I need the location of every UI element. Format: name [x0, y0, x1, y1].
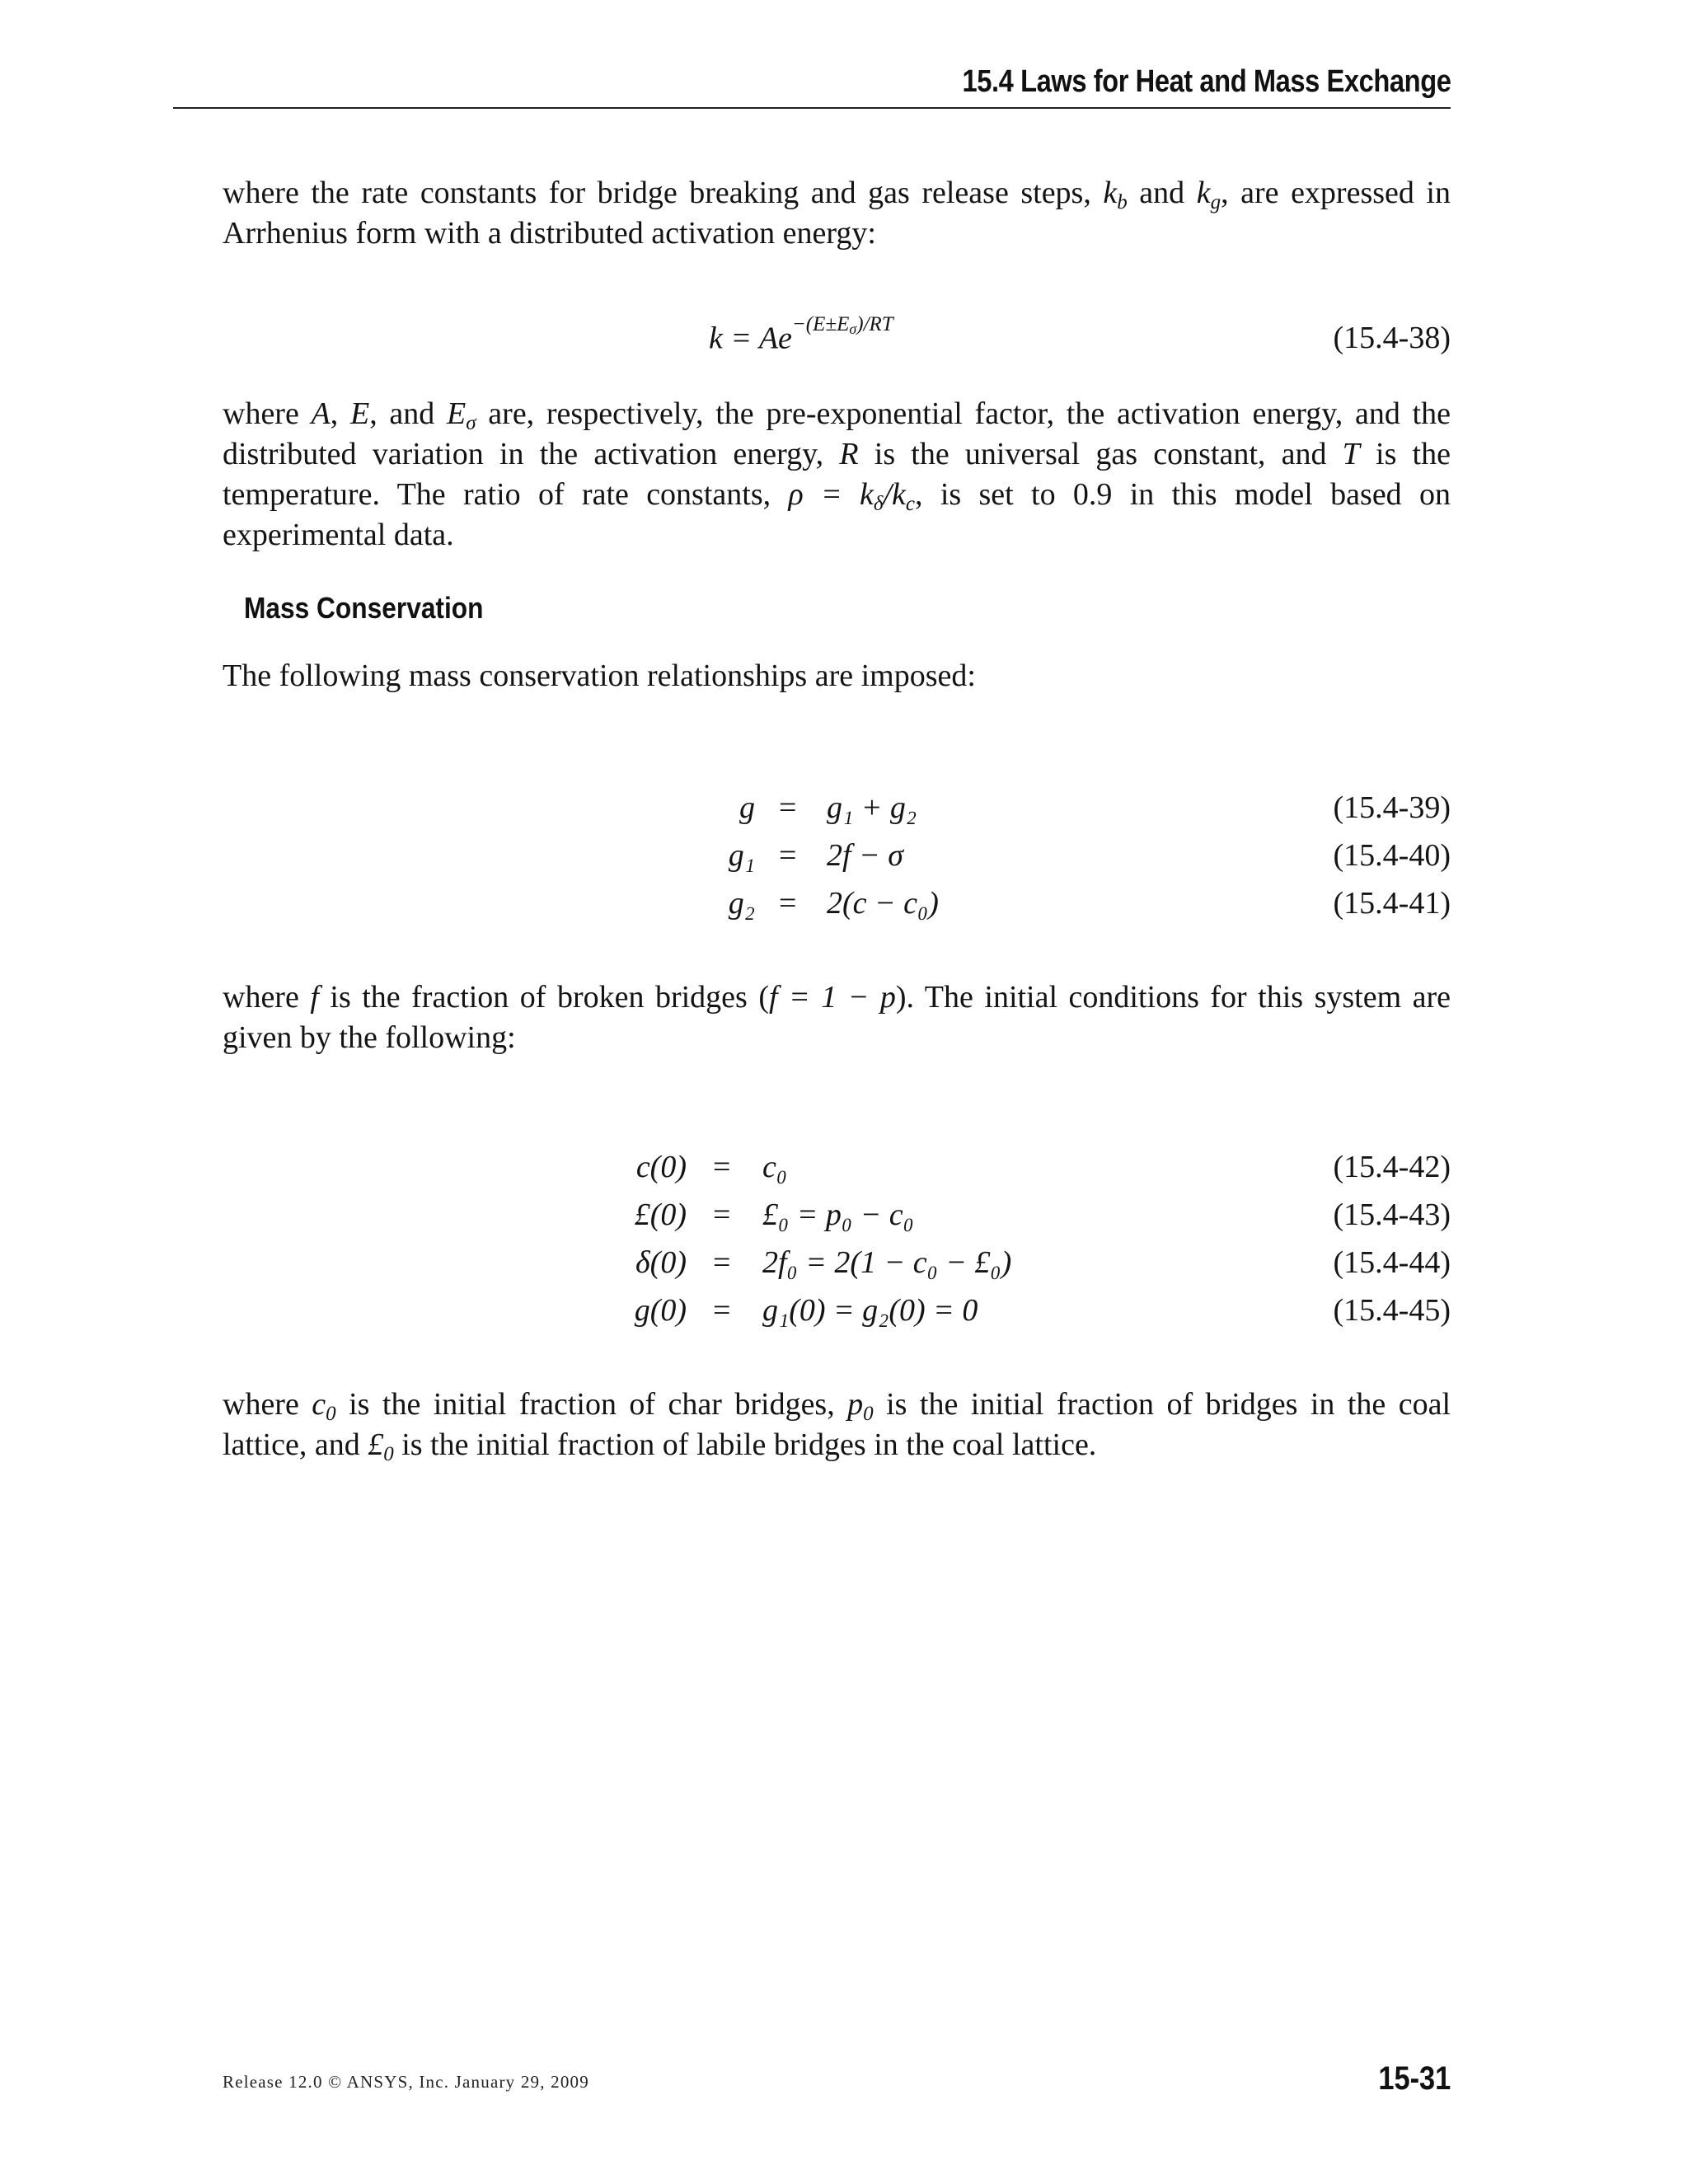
paragraph-parameters: where A, E, and $E_\sigma$ are, respectively, the pre-exponential factor, the activation energy, and the distributed variation in the activation energy, R is the universal gas constant, and T is the temperature. The ratio of rate constants, $\rho = k_\delta/k_c$, is set to 0.9 in this model based on experimental data. — [223, 396, 1451, 552]
equation-row: £(0) = £₀ = p₀ − c₀ (15.4-43) — [634, 1197, 1451, 1232]
equation-number: (15.4-41) — [1333, 886, 1451, 921]
footer-release-info: Release 12.0 © ANSYS, Inc. January 29, 2009 — [223, 2072, 589, 2092]
equation-number: (15.4-40) — [1333, 838, 1451, 873]
equation-number: (15.4-44) — [1333, 1245, 1451, 1280]
header-divider — [173, 107, 1451, 109]
equation-row: g(0) = g₁(0) = g₂(0) = 0 (15.4-45) — [634, 1293, 1451, 1328]
page-number: 15-31 — [1378, 2060, 1451, 2097]
paragraph-rate-constants: where the rate constants for bridge breaking and gas release steps, $k_b$ and $k_g$, are expressed in Arrhenius form with a distributed activation energy: — [223, 176, 1451, 251]
math-kb: $k_b$ — [1103, 176, 1128, 213]
equation-row: g₁ = 2f − σ (15.4-40) — [728, 838, 1451, 873]
equation-row: c(0) = c₀ (15.4-42) — [635, 1150, 1451, 1184]
equation-number: (15.4-42) — [1333, 1150, 1451, 1184]
paragraph-mass-conservation-intro: The following mass conservation relationships are imposed: — [223, 658, 976, 693]
equation-number: (15.4-43) — [1333, 1197, 1451, 1232]
math-kg: $k_g$ — [1196, 176, 1221, 213]
equation-row: g = g₁ + g₂ (15.4-39) — [739, 790, 1451, 825]
paragraph-initial-fractions: where $c_0$ is the initial fraction of char bridges, $p_0$ is the initial fraction of bridges in the coal lattice, and $£_0$ is the initial fraction of labile bridges in the coal lattice. — [223, 1387, 1451, 1465]
running-header-title: 15.4 Laws for Heat and Mass Exchange — [962, 64, 1451, 99]
equation-arrhenius: $k = Ae^{-(E\pm E_\sigma)/RT}$ — [709, 313, 893, 356]
equation-row: g₂ = 2(c − c₀) (15.4-41) — [728, 886, 1451, 921]
equation-number: (15.4-38) — [1333, 321, 1451, 355]
equation-exponent: −(E±Eσ)/RT — [791, 313, 893, 337]
equation-number: (15.4-39) — [1333, 790, 1451, 825]
equation-number: (15.4-45) — [1333, 1293, 1451, 1328]
section-heading: Mass Conservation — [244, 591, 484, 625]
equation-row: δ(0) = 2f₀ = 2(1 − c₀ − £₀) (15.4-44) — [635, 1245, 1451, 1280]
paragraph-broken-bridges: where f is the fraction of broken bridges (f = 1 − p). The initial conditions for this system are given by the following: — [223, 980, 1451, 1055]
